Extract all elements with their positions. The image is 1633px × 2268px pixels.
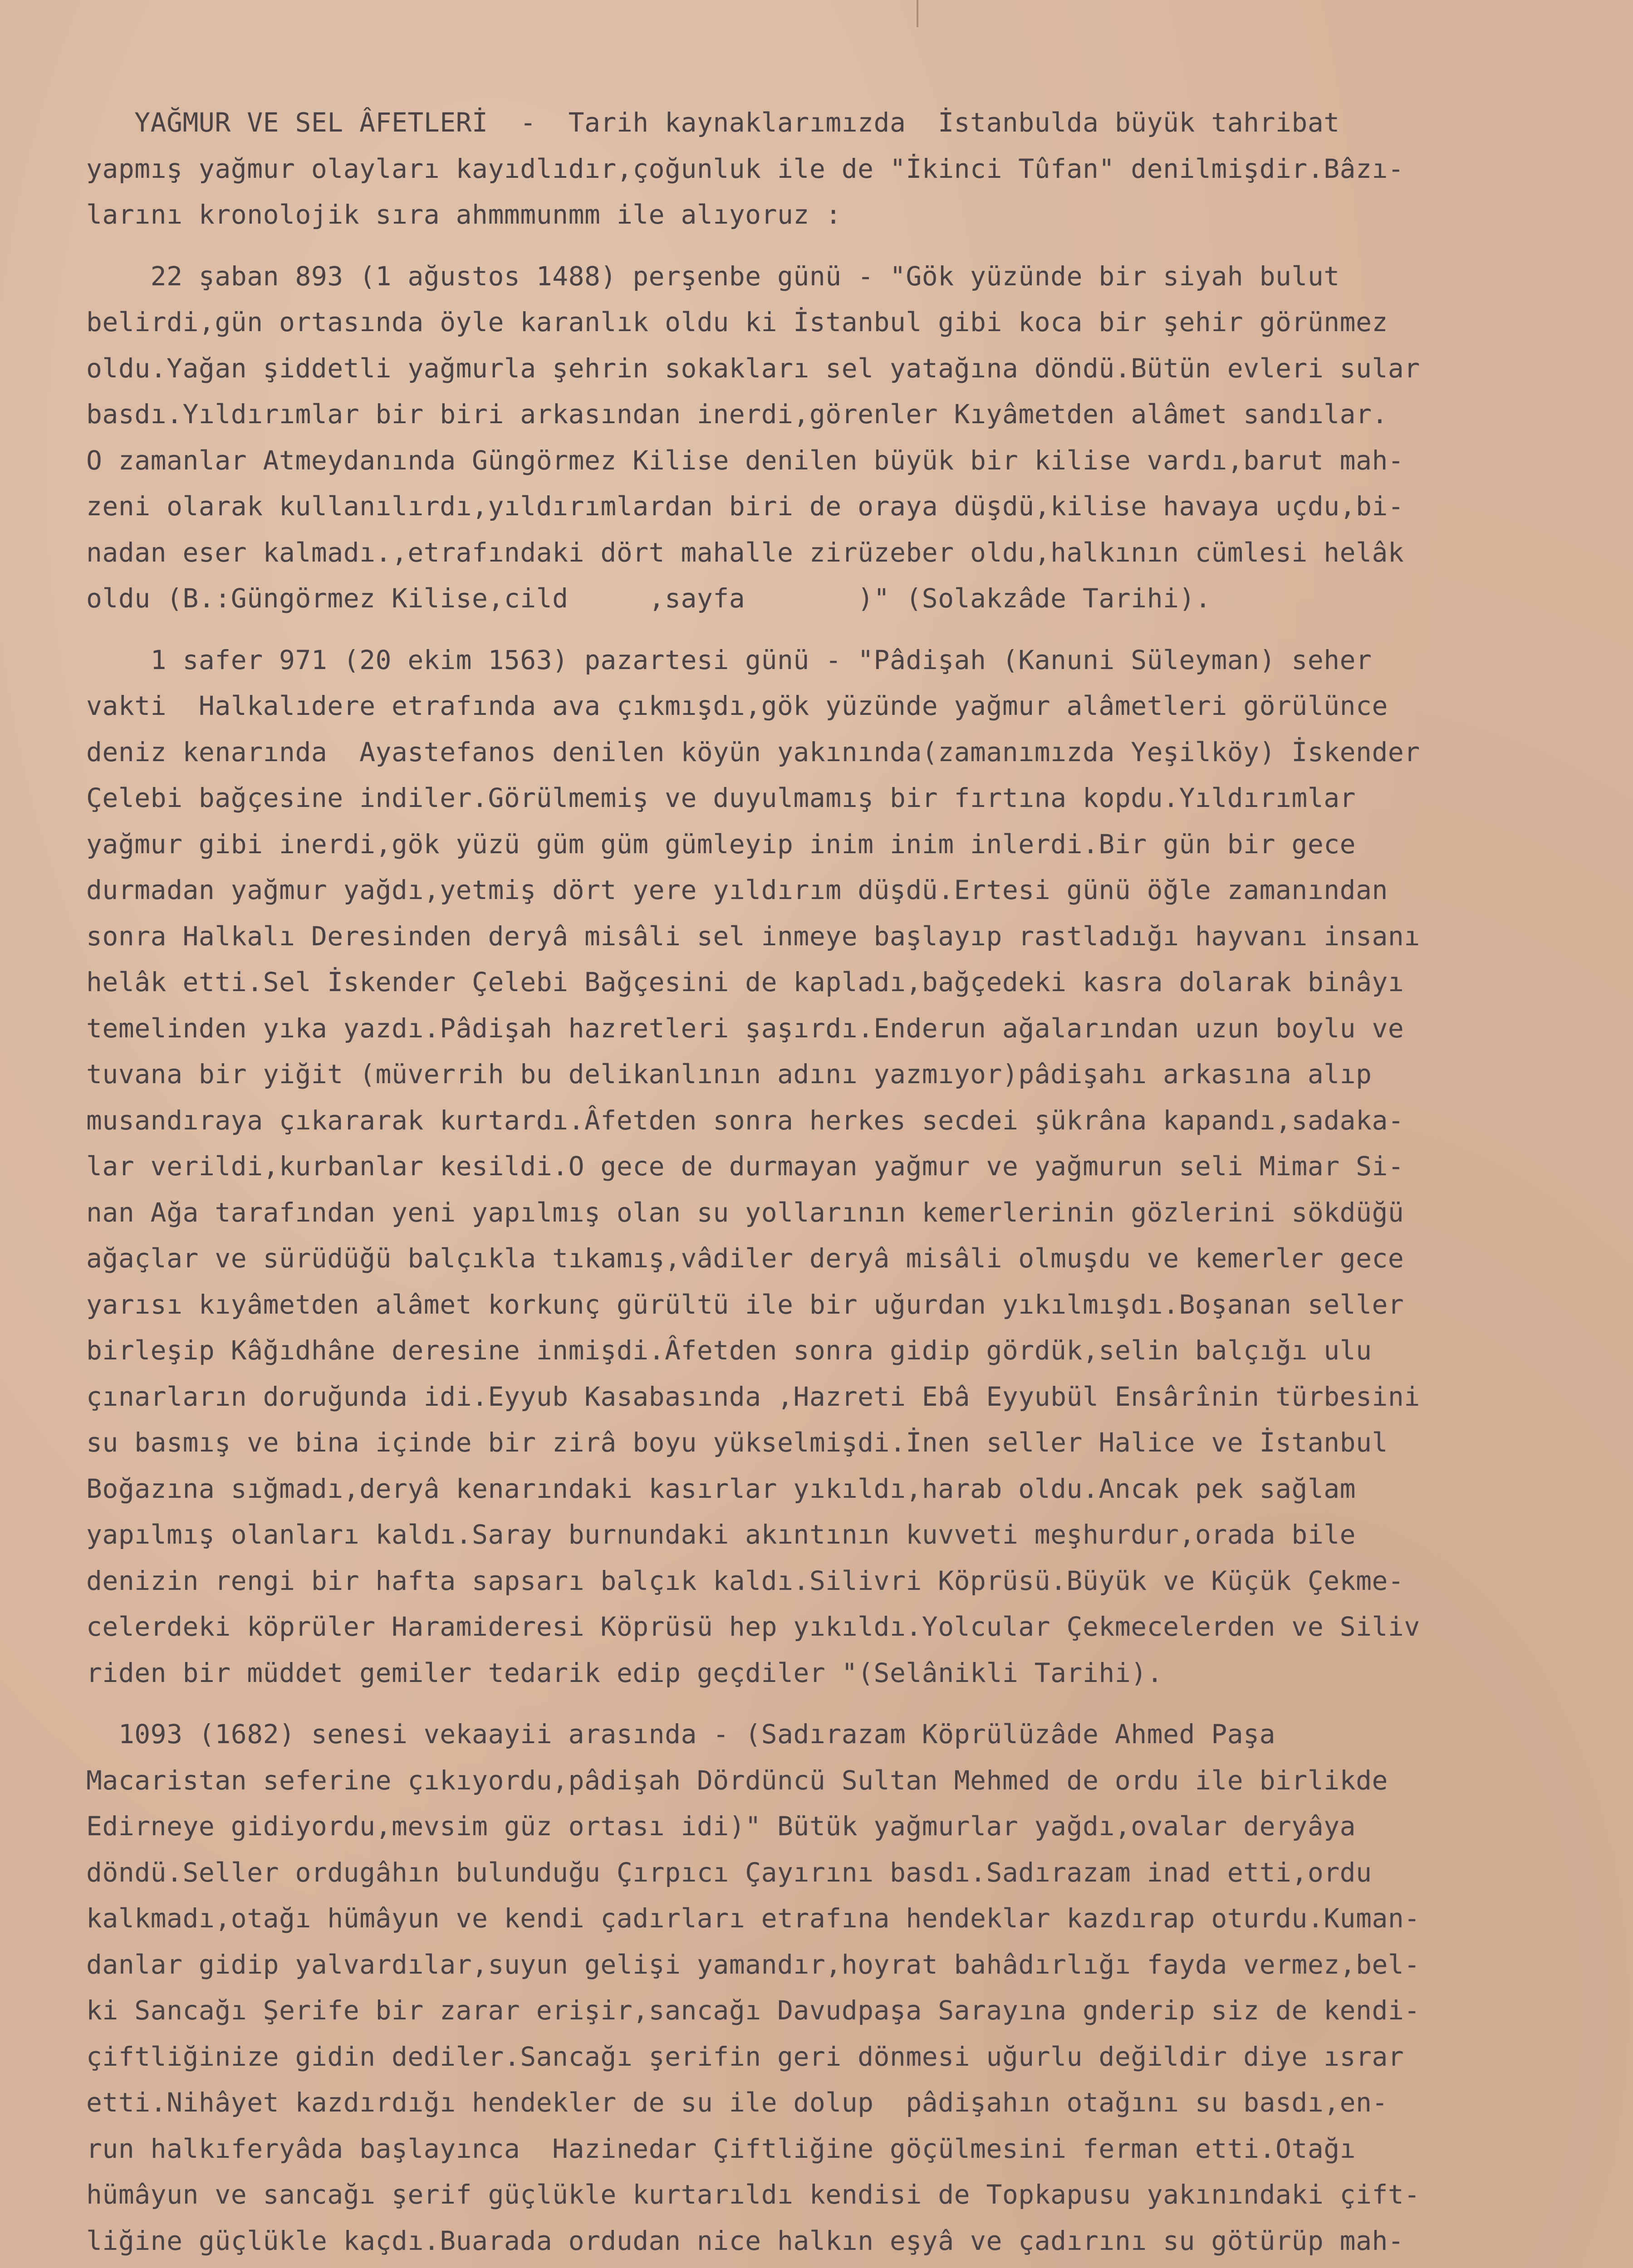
text-line: belirdi,gün ortasında öyle karanlık oldu ki İstanbul gibi koca bir şehir görünmez: [86, 307, 1388, 337]
text-line: YAĞMUR VE SEL ÂFETLERİ - Tarih kaynaklarımızda İstanbulda büyük tahribat: [86, 107, 1340, 138]
text-line: döndü.Seller ordugâhın bulunduğu Çırpıcı Çayırını basdı.Sadırazam inad etti,ordu: [86, 1857, 1372, 1888]
text-line: lar verildi,kurbanlar kesildi.O gece de durmayan yağmur ve yağmurun seli Mimar Si-: [86, 1151, 1404, 1182]
text-line: O zamanlar Atmeydanında Güngörmez Kilise denilen büyük bir kilise vardı,barut mah-: [86, 445, 1404, 476]
text-line: 1093 (1682) senesi vekaayii arasında - (Sadırazam Köprülüzâde Ahmed Paşa: [86, 1719, 1276, 1750]
paragraph: [86, 254, 1620, 622]
text-line: run halkıferyâda başlayınca Hazinedar Çiftliğine göçülmesini ferman etti.Otağı: [86, 2133, 1356, 2164]
text-line: sonra Halkalı Deresinden deryâ misâli sel inmeye başlayıp rastladığı hayvanı insanı: [86, 920, 1420, 952]
text-line: larını kronolojik sıra ahmmmunmm ile alıyoruz :: [86, 199, 842, 230]
text-line: oldu (B.:Güngörmez Kilise,cild ,sayfa )" (Solakzâde Tarihi).: [86, 583, 1211, 614]
paper-fold-mark: [917, 0, 918, 27]
text-line: yapılmış olanları kaldı.Saray burnundaki akıntının kuvveti meşhurdur,orada bile: [86, 1519, 1356, 1550]
text-line: nadan eser kalmadı.,etrafındaki dört mahalle zirüzeber oldu,halkının cümlesi helâk: [86, 537, 1404, 568]
text-line: liğine güçlükle kaçdı.Buarada ordudan nice halkın eşyâ ve çadırını su götürüp mah-: [86, 2225, 1404, 2256]
text-line: Çelebi bağçesine indiler.Görülmemiş ve duyulmamış bir fırtına kopdu.Yıldırımlar: [86, 782, 1356, 813]
text-line: ağaçlar ve sürüdüğü balçıkla tıkamış,vâdiler deryâ misâli olmuşdu ve kemerler gece: [86, 1243, 1404, 1274]
text-line: su basmış ve bina içinde bir zirâ boyu yükselmişdi.İnen seller Halice ve İstanbul: [86, 1427, 1388, 1458]
text-line: yarısı kıyâmetden alâmet korkunç gürültü ile bir uğurdan yıkılmışdı.Boşanan seller: [86, 1289, 1404, 1320]
paragraph: [86, 100, 1620, 238]
text-line: helâk etti.Sel İskender Çelebi Bağçesini de kapladı,bağçedeki kasra dolarak binâyı: [86, 967, 1404, 997]
text-line: vakti Halkalıdere etrafında ava çıkmışdı,gök yüzünde yağmur alâmetleri görülünce: [86, 690, 1388, 721]
text-line: birleşip Kâğıdhâne deresine inmişdi.Âfetden sonra gidip gördük,selin balçığı ulu: [86, 1335, 1372, 1366]
text-line: tuvana bir yiğit (müverrih bu delikanlının adını yazmıyor)pâdişahı arkasına alıp: [86, 1059, 1372, 1090]
paragraph: [86, 1711, 1620, 2268]
text-line: denizin rengi bir hafta sapsarı balçık kaldı.Silivri Köprüsü.Büyük ve Küçük Çekme-: [86, 1565, 1404, 1596]
paragraph: [86, 637, 1620, 1696]
text-line: temelinden yıka yazdı.Pâdişah hazretleri şaşırdı.Enderun ağalarından uzun boylu ve: [86, 1012, 1404, 1044]
text-line: danlar gidip yalvardılar,suyun gelişi yamandır,hoyrat bahâdırlığı fayda vermez,bel-: [86, 1949, 1420, 1980]
text-line: Boğazına sığmadı,deryâ kenarındaki kasırlar yıkıldı,harab oldu.Ancak pek sağlam: [86, 1473, 1356, 1504]
text-line: ki Sancağı Şerife bir zarar erişir,sancağı Davudpaşa Sarayına gnderip siz de kendi-: [86, 1995, 1420, 2026]
text-line: 22 şaban 893 (1 ağustos 1488) perşenbe günü - "Gök yüzünde bir siyah bulut: [86, 260, 1340, 292]
text-line: basdı.Yıldırımlar bir biri arkasından inerdi,görenler Kıyâmetden alâmet sandılar.: [86, 399, 1388, 430]
text-line: celerdeki köprüler Haramideresi Köprüsü hep yıkıldı.Yolcular Çekmecelerden ve Siliv: [86, 1611, 1420, 1642]
text-line: nan Ağa tarafından yeni yapılmış olan su yollarının kemerlerinin gözlerini sökdüğü: [86, 1197, 1404, 1228]
text-line: 1 safer 971 (20 ekim 1563) pazartesi günü - "Pâdişah (Kanuni Süleyman) seher: [86, 644, 1372, 675]
text-line: [86, 2264, 1620, 2268]
text-line: durmadan yağmur yağdı,yetmiş dört yere yıldırım düşdü.Ertesi günü öğle zamanından: [86, 875, 1388, 905]
text-line: musandıraya çıkararak kurtardı.Âfetden sonra herkes secdei şükrâna kapandı,sadaka-: [86, 1105, 1404, 1136]
text-line: çınarların doruğunda idi.Eyyub Kasabasında ,Hazreti Ebâ Eyyubül Ensârînin türbesini: [86, 1381, 1420, 1412]
text-line: etti.Nihâyet kazdırdığı hendekler de su ile dolup pâdişahın otağını su basdı,en-: [86, 2087, 1388, 2118]
text-line: Macaristan seferine çıkıyordu,pâdişah Dördüncü Sultan Mehmed de ordu ile birlikde: [86, 1765, 1388, 1796]
text-line: yağmur gibi inerdi,gök yüzü güm güm gümleyip inim inim inlerdi.Bir gün bir gece: [86, 828, 1356, 860]
text-line: deniz kenarında Ayastefanos denilen köyün yakınında(zamanımızda Yeşilköy) İskender: [86, 736, 1420, 767]
text-line: hümâyun ve sancağı şerif güçlükle kurtarıldı kendisi de Topkapusu yakınındaki çift-: [86, 2179, 1420, 2210]
text-line: çiftliğinize gidin dediler.Sancağı şerifin geri dönmesi uğurlu değildir diye ısrar: [86, 2041, 1404, 2072]
text-line: oldu.Yağan şiddetli yağmurla şehrin sokakları sel yatağına döndü.Bütün evleri sular: [86, 352, 1420, 384]
text-line: yapmış yağmur olayları kayıdlıdır,çoğunluk ile de "İkinci Tûfan" denilmişdir.Bâzı-: [86, 153, 1404, 184]
text-line: Edirneye gidiyordu,mevsim güz ortası idi)" Bütük yağmurlar yağdı,ovalar deryâya: [86, 1811, 1356, 1842]
text-line: zeni olarak kullanılırdı,yıldırımlardan biri de oraya düşdü,kilise havaya uçdu,bi-: [86, 491, 1404, 522]
text-line: kalkmadı,otağı hümâyun ve kendi çadırları etrafına hendeklar kazdırap oturdu.Kuman-: [86, 1903, 1420, 1934]
typewritten-text: [86, 100, 1620, 2268]
text-line: riden bir müddet gemiler tedarik edip geçdiler "(Selânikli Tarihi).: [86, 1657, 1163, 1688]
